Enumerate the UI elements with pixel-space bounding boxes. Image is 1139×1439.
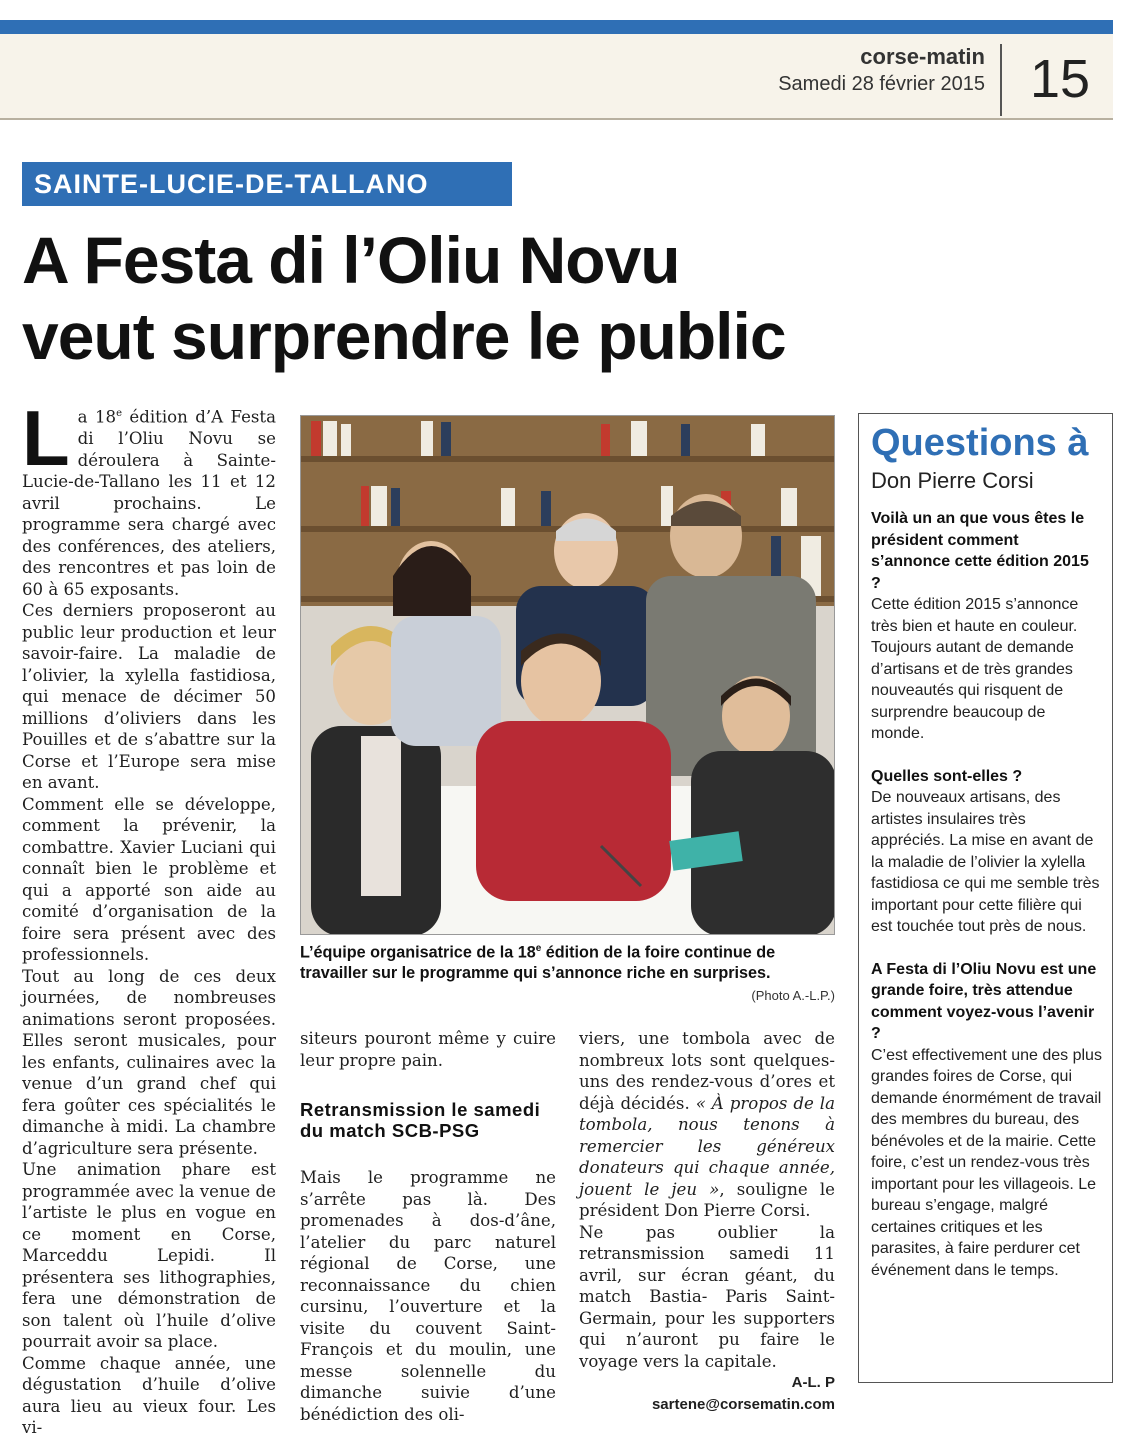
question-1: Voilà un an que vous êtes le président comment s’annonce cette édition 2015 ? [871,510,1089,592]
answer-2: De nouveaux artisans, des artistes insulaires très appréciés. La mise en avant de la maladie de l’olivier la xylella fastidiosa ce qui me semble très important pour cette filière qui est touchée tout près de nous. [871,789,1100,935]
article-column-2 [300,1028,556,1425]
caption-prefix: L’équipe organisatrice de la 18 [300,943,536,962]
col3-paragraph-2: Ne pas oublier la retransmission samedi 11 avril, sur écran géant, du match Bastia- Paris Saint-Germain, pour les supporters qui n’auront pu faire le voyage vers la capitale. [579,1222,835,1371]
interviewee-name: Don Pierre Corsi [871,468,1034,493]
lead-superscript: e [116,408,122,419]
issue-date: Samedi 28 février 2015 [778,73,985,95]
paragraph-6: Comme chaque année, une dégustation d’huile d’olive aura lieu au vieux four. Les vi- [22,1353,276,1438]
header-divider [1000,44,1002,116]
lead-paragraph [22,394,276,600]
col3-text-end: , souligne le président Don Pierre Corsi. [579,1179,836,1220]
article-column-1 [22,394,276,1439]
headline-line-1: A Festa di l’Oliu Novu [22,223,680,297]
lead-text: édition d’A Festa di l’Oliu Novu se déroulera à Sainte-Lucie-de-Tallano les 11 et 12 avril prochains. Le programme sera chargé avec des conférences, des ateliers, des rencontres et pas loin de 60 à 65 exposants. [22,407,276,599]
col2-paragraph-1: siteurs pouront même y cuire leur propre pain. [300,1029,556,1070]
col3-paragraph-1 [579,1028,835,1222]
paragraph-4: Tout au long de ces deux journées, de nombreuses animations seront proposées. Elles seront musicales, pour les enfants, culinaires avec la venue d’un grand chef qui fera goûter ces spécialités le dimanche à midi. La chambre d’agriculture sera présente. [22,966,276,1158]
photo-caption [300,938,835,984]
paragraph-2: Ces derniers proposeront au public leur production et leur savoir-faire. La maladie de l’olivier, la xylella fastidiosa, qui menace de décimer 50 millions d’oliviers dans les Pouilles et de s’abattre sur la Corse et l’Europe sera mise en avant. [22,601,276,793]
page-number: 15 [1030,49,1091,109]
paragraph-5: Une animation phare est programmée avec la venue de l’artiste le plus en vogue en ce moment en Corse, Marceddu Lepidi. Il présentera ses lithographies, fera une démonstration de son talent où l’huile d’olive pourrait avoir sa place. [22,1160,276,1352]
question-3: A Festa di l’Oliu Novu est une grande foire, très attendue comment voyez-vous l’avenir ? [871,960,1097,1042]
subhead: Retransmission le samedi du match SCB-PSG [300,1099,541,1141]
answer-3: C’est effectivement une des plus grandes foires de Corse, qui demande énormément de travail des membres du bureau, des bénévoles et de la mairie. Cette foire, c’est un rendez-vous très important pour les villageois. Le bureau s’engage, malgré certaines critiques et les parasites, à faire perdurer cet événement dans le temps. [871,1046,1102,1279]
caption-superscript: e [535,943,542,954]
president-quote: « À propos de la tombola, nous tenons à remercier les généreux donateurs qui chaque année, jouent le jeu » [579,1093,835,1199]
caption-text: édition de la foire continue de travailler sur le programme qui s’annonce riche en surprises. [300,943,776,983]
paragraph-3: Comment elle se développe, comment la prévenir, la combattre. Xavier Luciani qui connaît bien le problème et qui a apporté son aide au comité d’organisation de la foire sera présent avec des professionnels. [22,794,276,965]
photo-credit: (Photo A.-L.P.) [751,988,835,1003]
question-2: Quelles sont-elles ? [871,767,1023,785]
article-column-3 [579,1028,835,1415]
drop-cap: L [22,394,70,482]
col3-text-start: viers, une tombola avec de nombreux lots sont quelques-uns des rendez-vous d’ores et déjà décidés. [579,1029,835,1113]
sidebar-title: Questions à [871,422,1089,464]
headline [22,222,1022,374]
team-photo [300,415,835,935]
interview-sidebar [858,413,1113,1383]
top-color-bar [0,20,1113,34]
answer-1: Cette édition 2015 s’annonce très bien et haute en couleur. Toujours autant de demande d’artisans et de très grandes nouveautés qui risquent de surprendre beaucoup de monde. [871,596,1079,742]
col2-paragraph-2: Mais le programme ne s’arrête pas là. Des promenades à dos-d’âne, l’atelier du parc naturel régional de Corse, une reconnaissance du chien cursinu, l’ouverture et la visite du couvent Saint-François et du moulin, une messe solennelle du dimanche suivie d’une bénédiction des oli- [300,1168,556,1424]
lead-prefix: a 18 [77,407,117,427]
location-kicker: SAINTE-LUCIE-DE-TALLANO [22,162,512,206]
author-signature: A-L. P [791,1374,835,1391]
headline-line-2: veut surprendre le public [22,299,786,373]
author-email: sartene@corsematin.com [651,1395,835,1413]
newspaper-name: corse-matin [860,44,985,69]
team-photo-illustration [301,416,835,935]
